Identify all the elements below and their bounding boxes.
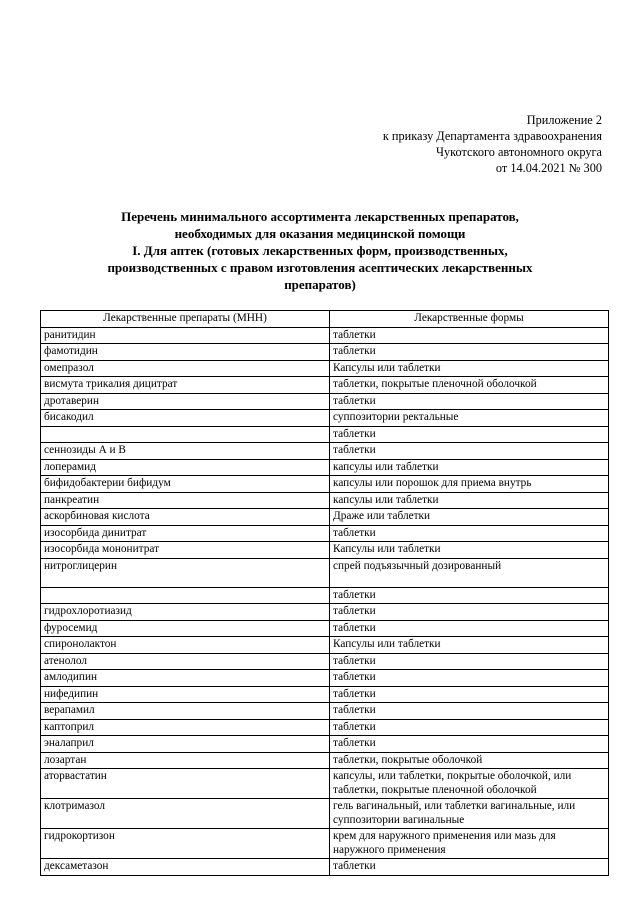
- dosage-form-cell: таблетки, покрытые пленочной оболочкой: [330, 377, 609, 394]
- dosage-form-cell: таблетки, покрытые оболочкой: [330, 752, 609, 769]
- drug-name-cell: эналаприл: [41, 736, 330, 753]
- table-row: [41, 752, 609, 769]
- dosage-form-cell: крем для наружного применения или мазь для наружного применения: [330, 829, 609, 859]
- table-row: [41, 736, 609, 753]
- dosage-form-cell: капсулы, или таблетки, покрытые оболочкой, или таблетки, покрытые пленочной оболочкой: [330, 769, 609, 799]
- table-row: [41, 525, 609, 542]
- dosage-form-cell: таблетки: [330, 686, 609, 703]
- drug-name-cell: нифедипин: [41, 686, 330, 703]
- title-line-2: необходимых для оказания медицинской помощи: [174, 226, 466, 241]
- table-row: [41, 509, 609, 526]
- drug-name-cell: гидрохлоротиазид: [41, 604, 330, 621]
- table-row: [41, 558, 609, 587]
- table-row: [41, 393, 609, 410]
- drug-name-cell: изосорбида мононитрат: [41, 542, 330, 559]
- drug-name-cell: гидрокортизон: [41, 829, 330, 859]
- drug-table-body: [41, 327, 609, 875]
- dosage-form-cell: капсулы или таблетки: [330, 492, 609, 509]
- dosage-form-cell: таблетки: [330, 703, 609, 720]
- drug-name-cell: каптоприл: [41, 719, 330, 736]
- drug-name-cell: амлодипин: [41, 670, 330, 687]
- table-row: [41, 443, 609, 460]
- drug-name-cell: аскорбиновая кислота: [41, 509, 330, 526]
- drug-name-cell: панкреатин: [41, 492, 330, 509]
- dosage-form-cell: таблетки: [330, 604, 609, 621]
- header-line-date: от 14.04.2021 № 300: [495, 161, 602, 175]
- table-row: [41, 637, 609, 654]
- document-title: [40, 208, 600, 293]
- table-row: [41, 327, 609, 344]
- table-row: [41, 719, 609, 736]
- table-row: [41, 377, 609, 394]
- drug-name-cell: лозартан: [41, 752, 330, 769]
- dosage-form-cell: таблетки: [330, 525, 609, 542]
- table-row: [41, 686, 609, 703]
- drug-name-cell: висмута трикалия дицитрат: [41, 377, 330, 394]
- table-row: [41, 542, 609, 559]
- dosage-form-cell: таблетки: [330, 719, 609, 736]
- title-line-1: Перечень минимального ассортимента лекарственных препаратов,: [121, 209, 519, 224]
- table-row: [41, 587, 609, 604]
- dosage-form-cell: таблетки: [330, 426, 609, 443]
- drug-name-cell: сеннозиды А и В: [41, 443, 330, 460]
- drug-name-cell: дротаверин: [41, 393, 330, 410]
- dosage-form-cell: Капсулы или таблетки: [330, 360, 609, 377]
- drug-name-cell: изосорбида динитрат: [41, 525, 330, 542]
- drug-name-cell: фамотидин: [41, 344, 330, 361]
- drug-name-cell: аторвастатин: [41, 769, 330, 799]
- title-line-3: I. Для аптек (готовых лекарственных форм, производственных,: [132, 243, 508, 258]
- table-row: [41, 670, 609, 687]
- dosage-form-cell: гель вагинальный, или таблетки вагинальные, или суппозитории вагинальные: [330, 799, 609, 829]
- drug-name-cell: ранитидин: [41, 327, 330, 344]
- dosage-form-cell: Драже или таблетки: [330, 509, 609, 526]
- title-line-4: производственных с правом изготовления асептических лекарственных: [107, 260, 533, 275]
- table-row: [41, 459, 609, 476]
- table-row: [41, 769, 609, 799]
- table-row: [41, 604, 609, 621]
- dosage-form-cell: таблетки: [330, 327, 609, 344]
- header-line-appendix: Приложение 2: [526, 113, 602, 127]
- dosage-form-cell: таблетки: [330, 344, 609, 361]
- dosage-form-cell: таблетки: [330, 653, 609, 670]
- table-row: [41, 620, 609, 637]
- table-row: [41, 344, 609, 361]
- dosage-form-cell: капсулы или порошок для приема внутрь: [330, 476, 609, 493]
- dosage-form-cell: таблетки: [330, 587, 609, 604]
- drug-name-cell: нитроглицерин: [41, 558, 330, 587]
- dosage-form-cell: таблетки: [330, 393, 609, 410]
- table-row: [41, 492, 609, 509]
- table-row: [41, 703, 609, 720]
- table-row: [41, 360, 609, 377]
- drug-name-cell: спиронолактон: [41, 637, 330, 654]
- drug-table: [40, 310, 609, 876]
- table-row: [41, 799, 609, 829]
- drug-name-cell: атенолол: [41, 653, 330, 670]
- dosage-form-cell: Капсулы или таблетки: [330, 637, 609, 654]
- dosage-form-cell: таблетки: [330, 859, 609, 876]
- header-drug-column: Лекарственные препараты (МНН): [41, 311, 330, 328]
- header-line-order: к приказу Департамента здравоохранения: [382, 129, 602, 143]
- dosage-form-cell: Капсулы или таблетки: [330, 542, 609, 559]
- table-row: [41, 829, 609, 859]
- drug-name-cell: бисакодил: [41, 410, 330, 427]
- dosage-form-cell: суппозитории ректальные: [330, 410, 609, 427]
- table-row: [41, 476, 609, 493]
- table-header-row: [41, 311, 609, 328]
- drug-name-cell: клотримазол: [41, 799, 330, 829]
- drug-name-cell: лоперамид: [41, 459, 330, 476]
- dosage-form-cell: таблетки: [330, 670, 609, 687]
- dosage-form-cell: капсулы или таблетки: [330, 459, 609, 476]
- title-line-5: препаратов): [284, 277, 356, 292]
- drug-name-cell: дексаметазон: [41, 859, 330, 876]
- drug-name-cell: омепразол: [41, 360, 330, 377]
- dosage-form-cell: таблетки: [330, 736, 609, 753]
- drug-name-cell: бифидобактерии бифидум: [41, 476, 330, 493]
- drug-name-cell: фуросемид: [41, 620, 330, 637]
- table-row: [41, 426, 609, 443]
- dosage-form-cell: таблетки: [330, 443, 609, 460]
- drug-name-cell: верапамил: [41, 703, 330, 720]
- header-line-region: Чукотского автономного округа: [436, 145, 602, 159]
- header-form-column: Лекарственные формы: [330, 311, 609, 328]
- drug-name-cell: [41, 426, 330, 443]
- dosage-form-cell: спрей подъязычный дозированный: [330, 558, 609, 587]
- dosage-form-cell: таблетки: [330, 620, 609, 637]
- table-row: [41, 859, 609, 876]
- table-row: [41, 653, 609, 670]
- drug-name-cell: [41, 587, 330, 604]
- table-row: [41, 410, 609, 427]
- appendix-header: [383, 112, 602, 176]
